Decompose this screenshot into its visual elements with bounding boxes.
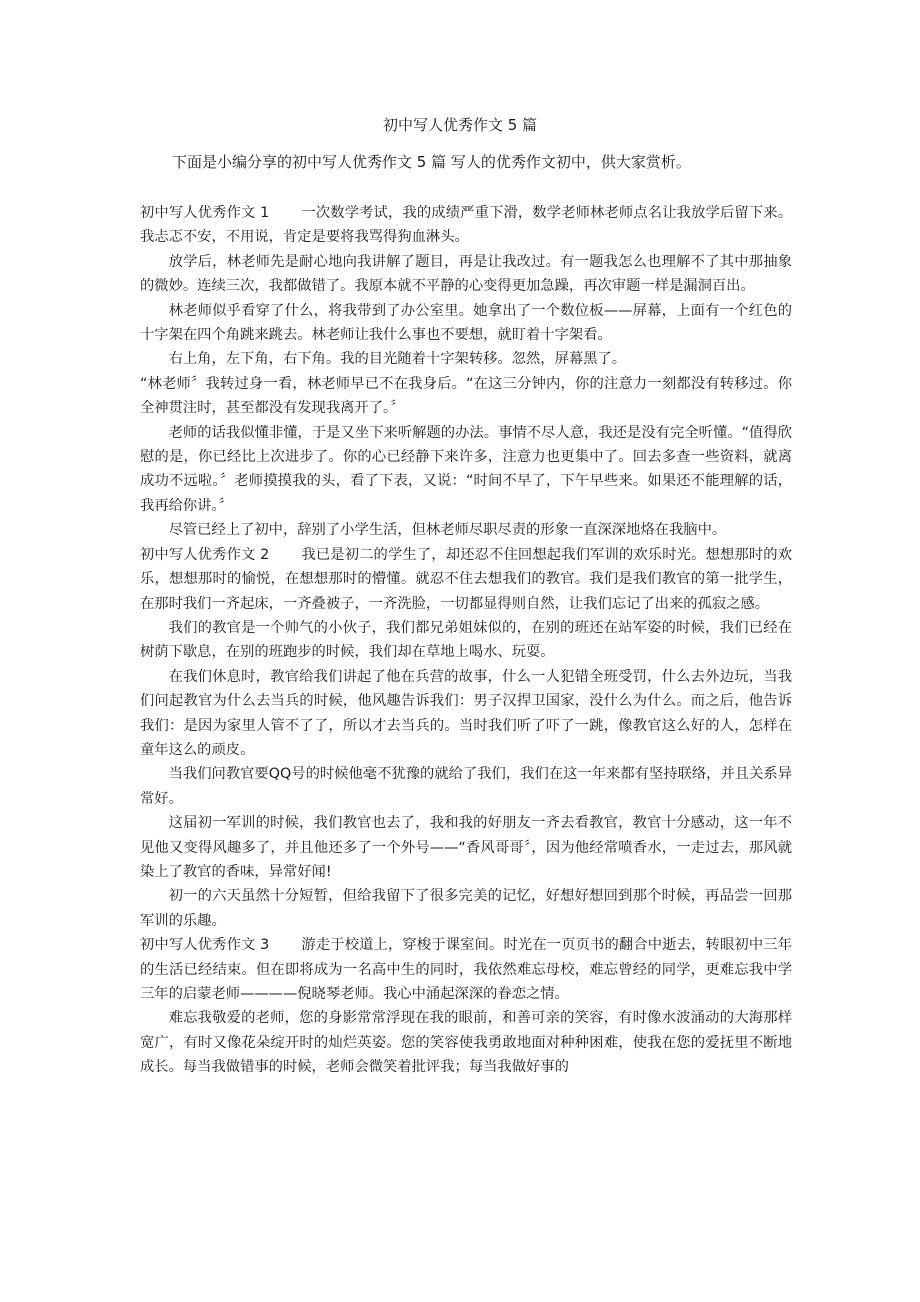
document-title: 初中写人优秀作文 5 篇 xyxy=(382,116,538,134)
essay-paragraph: “林老师〞我转过身一看，林老师早已不在我身后。“在这三分钟内，你的注意力一刻都没有转移过。你全神贯注时，甚至都没有发现我离开了。〞 xyxy=(140,375,792,417)
paragraph-text: 游走于校道上，穿梭于课室间。时光在一页页书的翻合中逝去，转眼初中三年的生活已经结束。但在即将成为一名高中生的同时，我依然难忘母校，难忘曾经的同学，更难忘我中学三年的启蒙老师————倪晓琴老师。我心中涌起深深的眷恋之情。 xyxy=(140,937,792,1002)
essay-heading: 初中写人优秀作文 3 xyxy=(140,937,270,954)
essay-paragraph: 尽管已经上了初中，辞别了小学生活，但林老师尽职尽责的形象一直深深地烙在我脑中。 xyxy=(168,522,727,539)
essay-paragraph: 林老师似乎看穿了什么，将我带到了办公室里。她拿出了一个数位板——屏幕，上面有一个红色的十字架在四个角跳来跳去。林老师让我什么事也不要想，就盯着十字架看。 xyxy=(140,302,792,344)
essay-paragraph: 难忘我敬爱的老师，您的身影常常浮现在我的眼前，和善可亲的笑容，有时像水波涌动的大海那样宽广，有时又像花朵绽开时的灿烂英姿。您的笑容使我勇敢地面对种种困难，使我在您的爱抚里不断地成长。每当我做错事的时候，老师会微笑着批评我；每当我做好事的 xyxy=(140,1010,792,1076)
essay-paragraph: 我们的教官是一个帅气的小伙子，我们都兄弟姐妹似的，在别的班还在站军姿的时候，我们已经在树荫下歇息，在别的班跑步的时候，我们却在草地上喝水、玩耍。 xyxy=(140,619,792,661)
essay-paragraph: 初一的六天虽然十分短暂，但给我留下了很多完美的记忆，好想好想回到那个时候，再品尝一回那军训的乐趣。 xyxy=(140,888,792,929)
document-body xyxy=(140,201,792,1080)
essay-paragraph: 右上角，左下角，右下角。我的目光随着十字架转移。忽然，屏幕黑了。 xyxy=(168,351,627,368)
essay-paragraph: 这届初一军训的时候，我们教官也去了，我和我的好朋友一齐去看教官，教官十分感动，这一年不见他又变得风趣多了，并且他还多了一个外号——“香风哥哥〞，因为他经常喷香水，一走过去，那风就染上了教官的香味，异常好闻! xyxy=(140,815,792,880)
essay-paragraph: 老师的话我似懂非懂，于是又坐下来听解题的办法。事情不尽人意，我还是没有完全听懂。“值得欣慰的是，你已经比上次进步了。你的心已经静下来许多，注意力也更集中了。回去多查一些资料，就离成功不远啦。〞老师摸摸我的头，看了下表，又说：“时间不早了，下午早些来。如果还不能理解的话，我再给你讲。〞 xyxy=(140,424,792,514)
essay-paragraph: 放学后，林老师先是耐心地向我讲解了题目，再是让我改过。有一题我怎么也理解不了其中那抽象的微妙。连续三次，我都做错了。我原本就不平静的心变得更加急躁，再次审题一样是漏洞百出。 xyxy=(140,253,792,295)
document-intro: 下面是小编分享的初中写人优秀作文 5 篇 写人的优秀作文初中，供大家赏析。 xyxy=(172,153,691,171)
essay-paragraph xyxy=(140,201,792,250)
paragraph-text: 一次数学考试，我的成绩严重下滑，数学老师林老师点名让我放学后留下来。我忐忑不安，不用说，肯定是要将我骂得狗血淋头。 xyxy=(140,205,792,246)
essay-paragraph: 在我们休息时，教官给我们讲起了他在兵营的故事，什么一人犯错全班受罚，什么去外边玩，当我们问起教官为什么去当兵的时候，他风趣告诉我们：男子汉捍卫国家，没什么为什么。而之后，他告诉我们：是因为家里人管不了了，所以才去当兵的。当时我们听了吓了一跳，像教官这么好的人，怎样在童年这么的顽皮。 xyxy=(140,668,792,758)
essay-paragraph xyxy=(140,543,792,616)
essay-paragraph xyxy=(140,933,792,1006)
essay-heading: 初中写人优秀作文 1 xyxy=(140,205,270,221)
essay-heading: 初中写人优秀作文 2 xyxy=(140,546,270,563)
essay-paragraph: 当我们问教官要QQ号的时候他毫不犹豫的就给了我们，我们在这一年来都有坚持联络，并且关系异常好。 xyxy=(140,766,792,807)
paragraph-text: 我已是初二的学生了，却还忍不住回想起我们军训的欢乐时光。想想那时的欢乐，想想那时的愉悦，在想想那时的懵懂。就忍不住去想我们的教官。我们是我们教官的第一批学生，在那时我们一齐起床，一齐叠被子，一齐洗脸，一切都显得则自然，让我们忘记了出来的孤寂之感。 xyxy=(140,546,792,612)
